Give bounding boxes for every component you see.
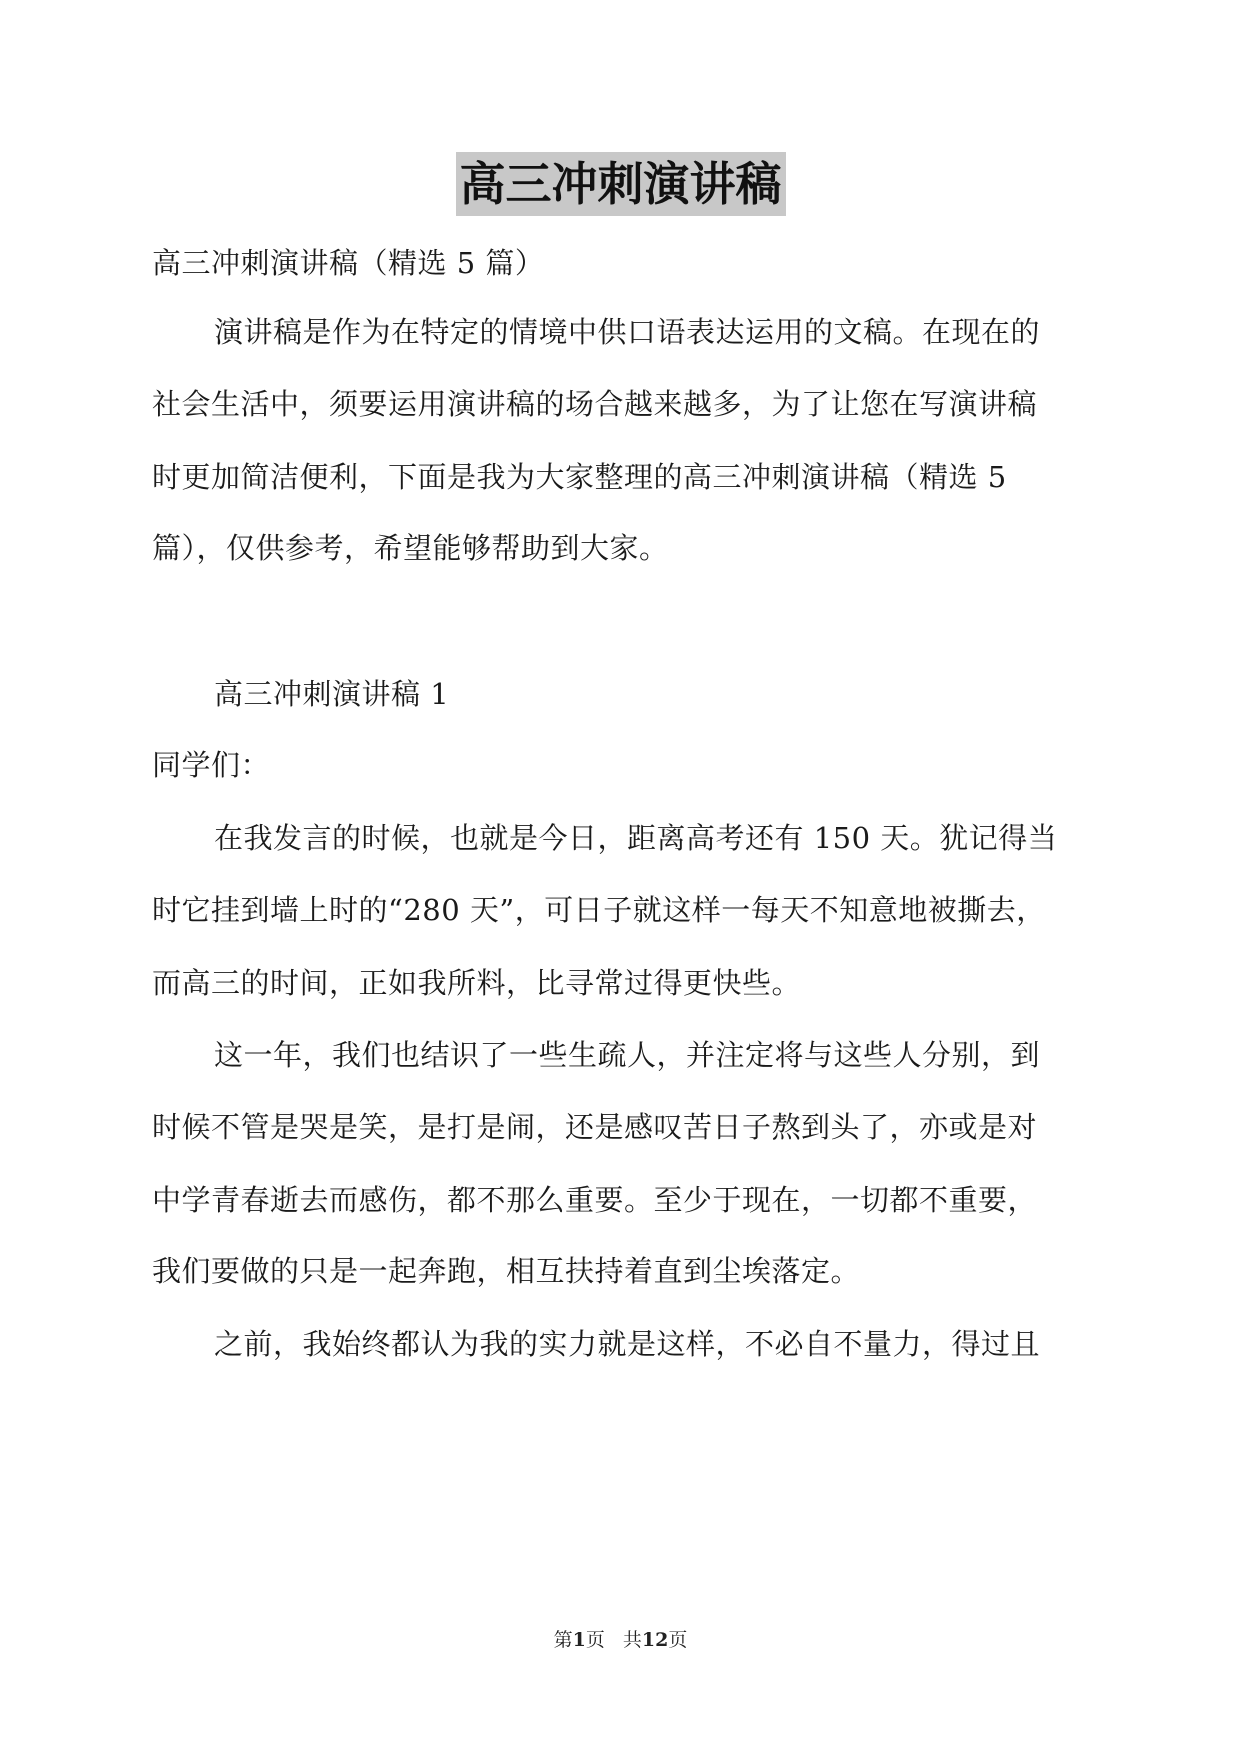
paragraph2-line-3: 中学青春逝去而感伤，都不那么重要。至少于现在，一切都不重要， bbox=[152, 1183, 1038, 1217]
paragraph2-line-1: 这一年，我们也结识了一些生疏人，并注定将与这些人分别，到 bbox=[214, 1038, 1041, 1072]
footer-total-suffix: 页 bbox=[668, 1629, 688, 1651]
paragraph1-line-1: 在我发言的时候，也就是今日，距离高考还有 150 天。犹记得当 bbox=[214, 821, 1058, 855]
section-heading: 高三冲刺演讲稿 1 bbox=[214, 677, 450, 711]
document-title: 高三冲刺演讲稿 bbox=[456, 152, 786, 216]
page-footer bbox=[0, 1627, 1241, 1653]
intro-line-1: 演讲稿是作为在特定的情境中供口语表达运用的文稿。在现在的 bbox=[214, 315, 1041, 349]
paragraph2-line-2: 时候不管是哭是笑，是打是闹，还是感叹苦日子熬到头了，亦或是对 bbox=[152, 1110, 1038, 1144]
intro-line-2: 社会生活中，须要运用演讲稿的场合越来越多，为了让您在写演讲稿 bbox=[152, 387, 1038, 421]
footer-total-prefix: 共 bbox=[622, 1629, 642, 1651]
paragraph2-line-4: 我们要做的只是一起奔跑，相互扶持着直到尘埃落定。 bbox=[152, 1254, 861, 1288]
footer-page-number: 1 bbox=[572, 1629, 586, 1651]
paragraph1-line-2: 时它挂到墙上时的“280 天”，可日子就这样一每天不知意地被撕去， bbox=[152, 893, 1046, 927]
title-container bbox=[0, 152, 1241, 216]
intro-line-3: 时更加简洁便利，下面是我为大家整理的高三冲刺演讲稿（精选 5 bbox=[152, 460, 1007, 494]
document-subtitle: 高三冲刺演讲稿（精选 5 篇） bbox=[152, 246, 545, 280]
paragraph1-line-3: 而高三的时间，正如我所料，比寻常过得更快些。 bbox=[152, 966, 802, 1000]
footer-total-pages: 12 bbox=[641, 1629, 669, 1651]
intro-line-4: 篇），仅供参考，希望能够帮助到大家。 bbox=[152, 531, 669, 565]
salutation: 同学们： bbox=[152, 748, 271, 782]
footer-page-suffix: 页 bbox=[585, 1629, 605, 1651]
paragraph3-line-1: 之前，我始终都认为我的实力就是这样，不必自不量力，得过且 bbox=[214, 1327, 1041, 1361]
footer-page-prefix: 第 bbox=[553, 1629, 573, 1651]
